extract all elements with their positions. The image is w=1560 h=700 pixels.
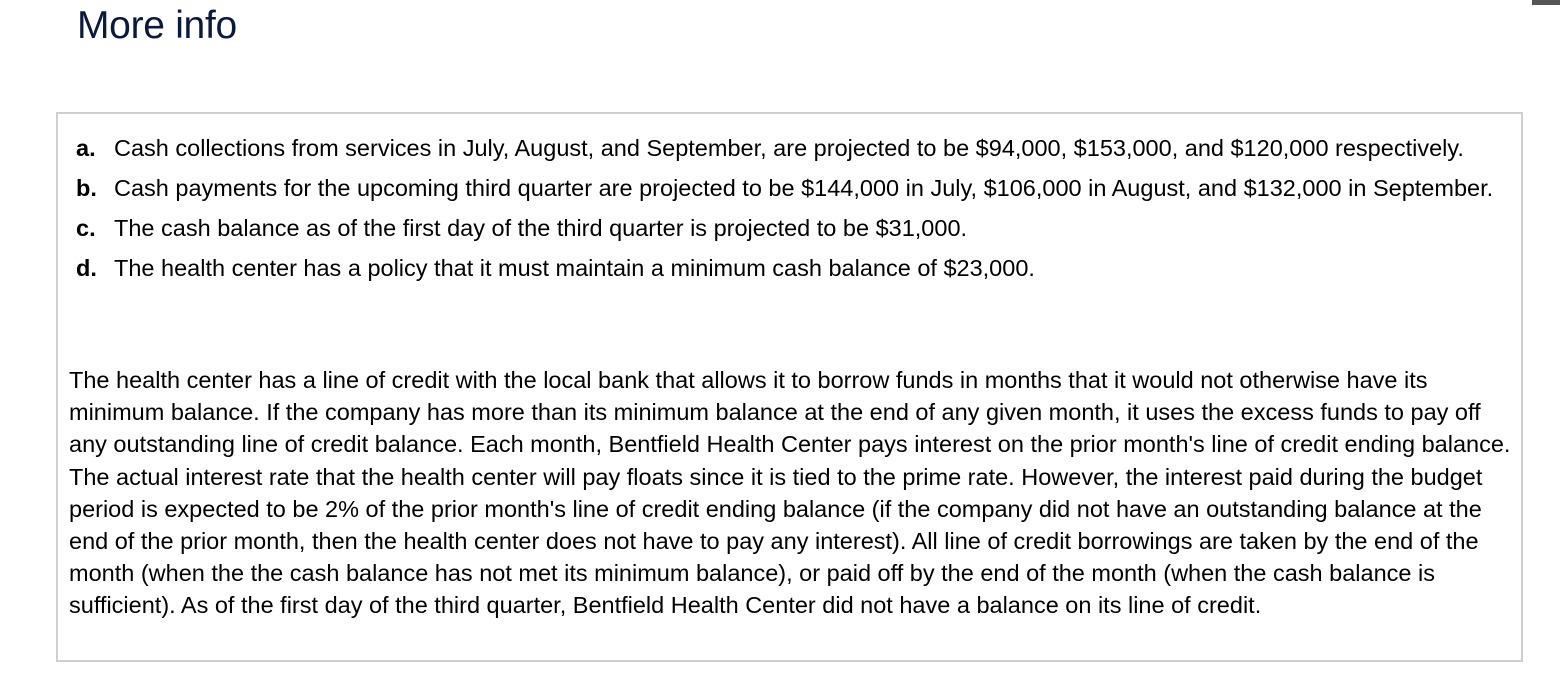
list-item-b: [76, 172, 1516, 204]
list-item-letter: b.: [76, 175, 97, 201]
info-list: [76, 132, 1516, 292]
list-item-text: The health center has a policy that it must maintain a minimum cash balance of $23,000.: [114, 255, 1035, 281]
list-item-d: [76, 252, 1516, 284]
line-of-credit-paragraph: The health center has a line of credit with the local bank that allows it to borrow funds in months that it would not otherwise have its minimum balance. If the company has more than its minimum balance at the end of any given month, it uses the excess funds to pay off any outstanding line of credit balance. Each month, Bentfield Health Center pays interest on the prior month's line of credit ending balance. The actual interest rate that the health center will pay floats since it is tied to the prime rate. However, the interest paid during the budget period is expected to be 2% of the prior month's line of credit ending balance (if the company did not have an outstanding balance at the end of the prior month, then the health center does not have to pay any interest). All line of credit borrowings are taken by the end of the month (when the the cash balance has not met its minimum balance), or paid off by the end of the month (when the cash balance is sufficient). As of the first day of the third quarter, Bentfield Health Center did not have a balance on its line of credit.: [69, 367, 1511, 619]
list-item-a: [76, 132, 1516, 164]
list-item-letter: c.: [76, 215, 96, 241]
list-item-text: Cash collections from services in July, August, and September, are projected to be $94,000, $153,000, and $120,000 respectively.: [114, 135, 1464, 161]
list-item-letter: a.: [76, 135, 96, 161]
page-title: More info: [77, 4, 237, 47]
list-item-text: The cash balance as of the first day of the third quarter is projected to be $31,000.: [114, 215, 968, 241]
info-panel: [56, 112, 1523, 662]
window-edge-handle[interactable]: [1532, 0, 1560, 5]
list-item-letter: d.: [76, 255, 97, 281]
list-item-text: Cash payments for the upcoming third quarter are projected to be $144,000 in July, $106,000 in August, and $132,000 in September.: [114, 175, 1494, 201]
list-item-c: [76, 212, 1516, 244]
